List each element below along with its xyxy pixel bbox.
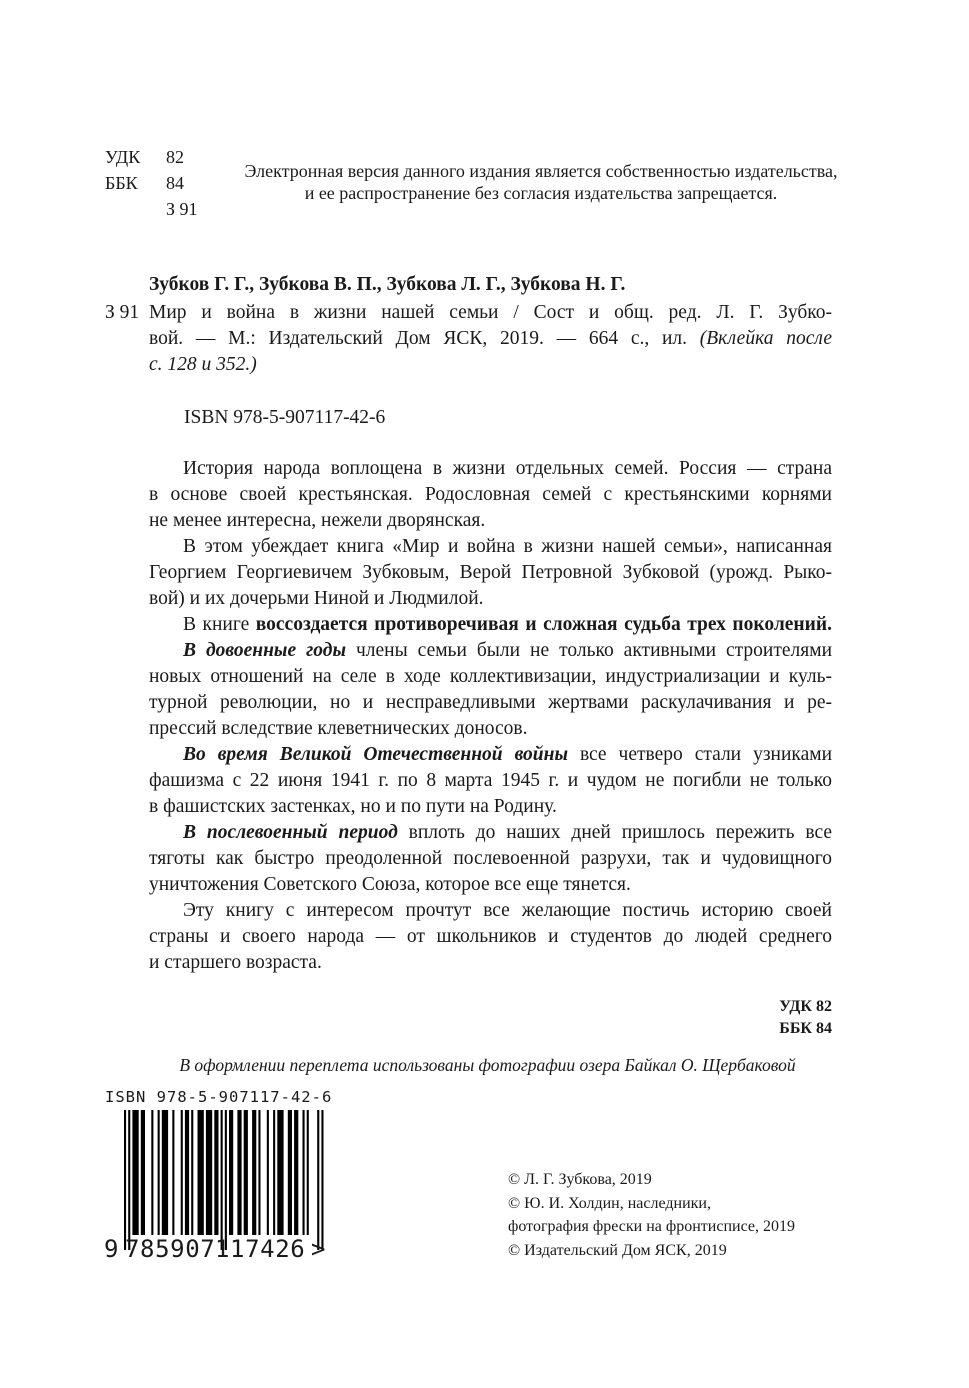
biblio-line: вой. — М.: Издательский Дом ЯСК, 2019. — 664 с., ил. (Вклейка после [149,328,833,349]
barcode-bar [252,1110,256,1235]
barcode-bar [273,1110,275,1235]
barcode-bar [158,1110,160,1235]
udk-value: 82 [166,147,184,167]
barcode-bar [221,1110,223,1250]
bottom-codes [779,996,832,1040]
barcode-bar [172,1110,174,1235]
barcode-bar [258,1110,260,1235]
author-sign-top: З 91 [166,199,198,219]
bottom-bbk: ББК 84 [779,1020,832,1037]
barcode-bar [128,1110,130,1250]
copyright-block [508,1168,795,1262]
biblio-line: Мир и война в жизни нашей семьи / Сост и общ. ред. Л. Г. Зубко- [149,302,832,323]
barcode-arrow: > [311,1235,326,1263]
notice-line: и ее распространение без согласия издательства запрещается. [304,183,778,203]
annotation-paragraph-6: В послевоенный период вплоть до наших дней пришлось пережить все тяготы как быстро преодоленной послевоенной разрухи, так и чудовищного уничтожения Советского Союза, которое все еще тянется. [149,822,833,895]
barcode-bar [206,1110,212,1235]
barcode-bar [303,1110,305,1235]
bottom-udk: УДК 82 [779,998,832,1015]
annotation-paragraph-1: История народа воплощена в жизни отдельных семей. Россия — страна в основе своей крестьянская. Родословная семей с крестьянскими корнями не менее интересна, нежели дворянская. [149,458,832,531]
annotation-paragraph-3: В книге воссоздается противоречивая и сложная судьба трех поколений. [183,614,832,635]
bibliographic-description [149,300,832,378]
barcode-bar [141,1110,145,1235]
barcode-bar [214,1110,218,1235]
copyright-line: © Издательский Дом ЯСК, 2019 [508,1241,727,1259]
barcode-bar [288,1110,292,1235]
barcode-isbn-text: ISBN 978-5-907117-42-6 [105,1088,333,1106]
author-sign-side: З 91 [105,302,140,323]
barcode-bar [237,1110,241,1235]
annotation-paragraph-2: В этом убеждает книга «Мир и война в жизни нашей семьи», написанная Георгием Георгиевичем Зубковым, Верой Петровной Зубковой (урожд. Рыко- вой) и их дочерьми Ниной и Людмилой. [149,536,832,609]
barcode-bar [317,1110,319,1250]
barcode-bar [229,1110,233,1235]
barcode-bar [321,1110,323,1250]
annotation-paragraph-4: В довоенные годы члены семьи были не только активными строителями новых отношений на селе в ходе коллективизации, индустриализации и куль- турной революции, но и несправедливыми жертвами раскулачивания и ре- прессий вследствие клеветнических доносов. [149,640,833,739]
barcode-bar [267,1110,269,1235]
bbk-value: 84 [166,173,184,193]
barcode-bar [307,1110,309,1235]
copyright-line: фотография фрески на фронтисписе, 2019 [508,1218,795,1235]
udk-label: УДК [105,147,141,167]
barcode-bar [132,1110,138,1235]
barcode-bar [191,1110,193,1235]
barcode-bar [225,1110,227,1250]
annotation-paragraph-7: Эту книгу с интересом прочтут все желающие постичь историю своей страны и своего народа — от школьников и студентов до людей среднего и старшего возраста. [149,900,832,973]
authors-heading: Зубков Г. Г., Зубкова В. П., Зубкова Л. Г., Зубкова Н. Г. [149,274,626,295]
barcode-bar [198,1110,204,1235]
biblio-line: с. 128 и 352.) [149,354,257,375]
barcode-bar [151,1110,153,1235]
electronic-copyright-notice [226,160,856,204]
cover-photo-note: В оформлении переплета использованы фотографии озера Байкал О. Щербаковой [179,1055,796,1075]
copyright-line: © Ю. И. Холдин, наследники, [508,1194,711,1212]
isbn-line: ISBN 978-5-907117-42-6 [184,407,386,428]
barcode-bar [181,1110,183,1235]
barcode-bar [185,1110,189,1235]
copyright-line: © Л. Г. Зубкова, 2019 [508,1171,652,1188]
barcode-bar [277,1110,283,1235]
barcode-bar [124,1110,126,1250]
barcode-first-digit: 9 [104,1235,119,1263]
barcode-bar [162,1110,168,1235]
barcode-right-digits: 117426 [215,1235,306,1263]
barcode-bar [294,1110,298,1235]
notice-line: Электронная версия данного издания является собственностью издательства, [244,161,838,181]
bbk-label: ББК [105,173,138,193]
annotation-paragraph-5: Во время Великой Отечественной войны все четверо стали узниками фашизма с 22 июня 1941 г. по 8 марта 1945 г. и чудом не погибли не только в фашистских застенках, но и по пути на Родину. [149,744,832,817]
barcode-left-digits: 785907 [125,1235,216,1263]
barcode-bar [244,1110,248,1235]
